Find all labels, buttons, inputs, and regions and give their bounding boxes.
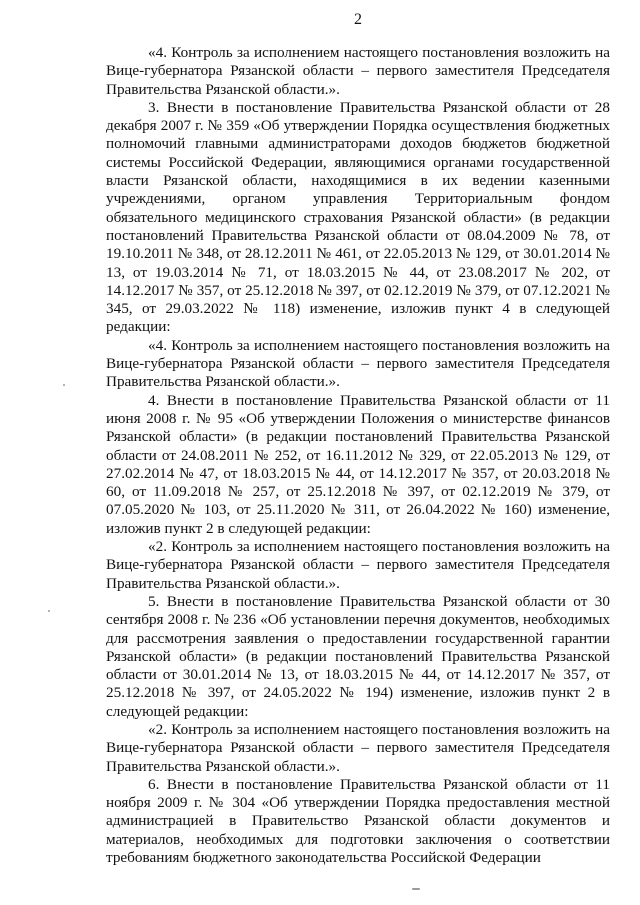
paragraph-item-6: 6. Внести в постановление Правительства Рязанской области от 11 ноября 2009 г. № 304 «Об утверждении Порядка предоставления местной администрацией в Правительство Рязанской области документов и материалов, необходимых для подготовки заключения о соответствии требованиям бюджетного законодательства Российской Федерации	[106, 775, 610, 867]
paragraph-quote-item-2-repeat: «2. Контроль за исполнением настоящего постановления возложить на Вице-губернатора Рязанской области – первого заместителя Председателя Правительства Рязанской области.».	[106, 720, 610, 775]
scan-speck	[412, 888, 420, 890]
paragraph-quote-item-4-repeat: «4. Контроль за исполнением настоящего постановления возложить на Вице-губернатора Рязанской области – первого заместителя Председателя Правительства Рязанской области.».	[106, 336, 610, 391]
paragraph-item-3: 3. Внести в постановление Правительства Рязанской области от 28 декабря 2007 г. № 359 «Об утверждении Порядка осуществления бюджетных полномочий главными администраторами доходов бюджетов бюджетной системы Российской Федерации, являющимися органами государственной власти Рязанской области, находящимися в их ведении казенными учреждениями, органом управления Территориальным фондом обязательного медицинского страхования Рязанской области» (в редакции постановлений Правительства Рязанской области от 08.04.2009 № 78, от 19.10.2011 № 348, от 28.12.2011 № 461, от 22.05.2013 № 129, от 30.01.2014 № 13, от 19.03.2014 № 71, от 18.03.2015 № 44, от 23.08.2017 № 202, от 14.12.2017 № 357, от 25.12.2018 № 397, от 02.12.2019 № 379, от 07.12.2021 № 345, от 29.03.2022 № 118) изменение, изложив пункт 4 в следующей редакции:	[106, 98, 610, 336]
scan-speck	[63, 384, 65, 386]
scan-speck	[48, 610, 50, 612]
page-number: 2	[354, 11, 362, 28]
paragraph-quote-item-4: «4. Контроль за исполнением настоящего постановления возложить на Вице-губернатора Рязанской области – первого заместителя Председателя Правительства Рязанской области.».	[106, 44, 610, 98]
paragraph-item-4: 4. Внести в постановление Правительства Рязанской области от 11 июня 2008 г. № 95 «Об утверждении Положения о министерстве финансов Рязанской области» (в редакции постановлений Правительства Рязанской области от 24.08.2011 № 252, от 16.11.2012 № 329, от 22.05.2013 № 129, от 27.02.2014 № 47, от 18.03.2015 № 44, от 14.12.2017 № 357, от 20.03.2018 № 60, от 11.09.2018 № 257, от 25.12.2018 № 397, от 02.12.2019 № 379, от 07.05.2020 № 103, от 25.11.2020 № 311, от 26.04.2022 № 160) изменение, изложив пункт 2 в следующей редакции:	[106, 391, 610, 537]
paragraph-quote-item-2: «2. Контроль за исполнением настоящего постановления возложить на Вице-губернатора Рязанской области – первого заместителя Председателя Правительства Рязанской области.».	[106, 538, 610, 592]
paragraph-item-5: 5. Внести в постановление Правительства Рязанской области от 30 сентября 2008 г. № 236 «Об установлении перечня документов, необходимых для рассмотрения заявления о предоставлении государственной гарантии Рязанской области» (в редакции постановлений Правительства Рязанской области от 30.01.2014 № 13, от 18.03.2015 № 44, от 14.12.2017 № 357, от 25.12.2018 № 397, от 24.05.2022 № 194) изменение, изложив пункт 2 в следующей редакции:	[106, 592, 610, 720]
